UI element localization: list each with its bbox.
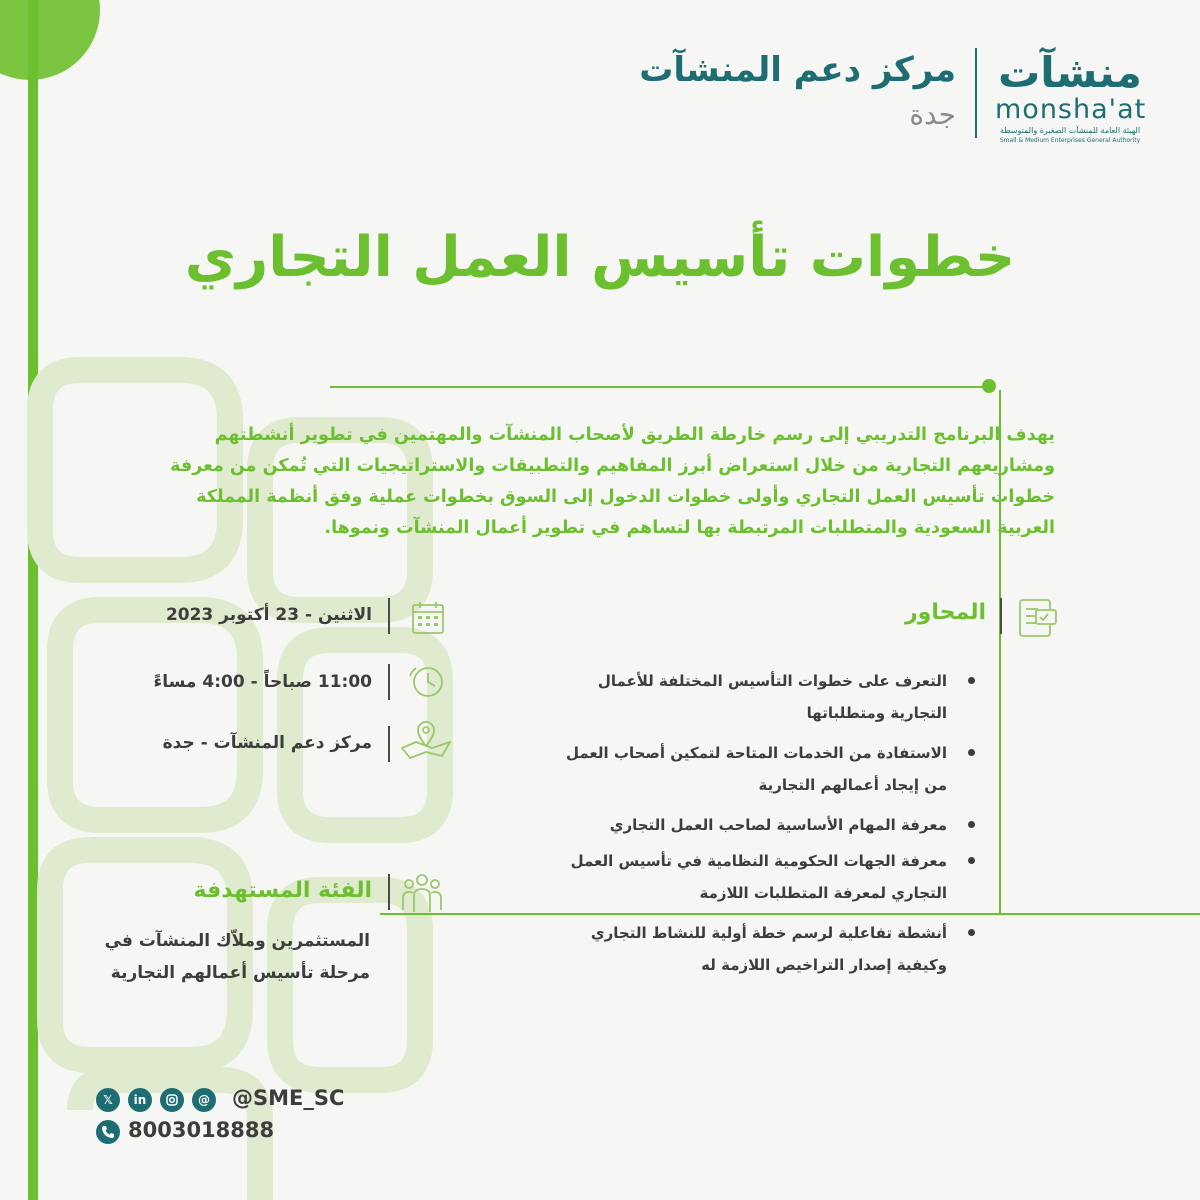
checklist-icon [1014, 596, 1060, 640]
location-divider [388, 726, 390, 762]
axes-title-divider [1000, 598, 1002, 634]
calendar-icon [408, 598, 448, 638]
clock-icon [406, 662, 446, 702]
list-item: معرفة المهام الأساسية لصاحب العمل التجاري [565, 809, 985, 841]
bullet-icon [968, 677, 975, 684]
audience-title: الفئة المستهدفة [193, 878, 372, 903]
list-item: معرفة الجهات الحكومية النظامية في تأسيس العمل التجاري لمعرفة المتطلبات اللازمة [565, 845, 985, 909]
group-people-icon [398, 872, 446, 916]
bullet-icon [968, 821, 975, 828]
logo-subtitle-arabic: الهيئة العامة للمنشآت الصغيرة والمتوسطة [999, 126, 1141, 135]
logo-english: monsha'at [995, 94, 1147, 125]
list-item: الاستفادة من الخدمات المتاحة لتمكين أصحاب العمل من إيجاد أعمالهم التجارية [565, 737, 985, 801]
instagram-glyph [160, 1088, 184, 1112]
audience-description: المستثمرين وملاّك المنشآت في مرحلة تأسيس أعمالهم التجارية [104, 931, 370, 983]
threads-icon[interactable]: @ [192, 1088, 216, 1112]
page-title: خطوات تأسيس العمل التجاري [184, 225, 1016, 290]
bullet-icon [968, 749, 975, 756]
event-location: مركز دعم المنشآت - جدة [162, 733, 372, 753]
event-date: الاثنين - 23 أكتوبر 2023 [165, 605, 372, 625]
date-divider [388, 598, 390, 634]
axes-list [565, 665, 985, 981]
list-item: التعرف على خطوات التأسيس المختلفة للأعمال التجارية ومتطلباتها [565, 665, 985, 729]
center-name: مركز دعم المنشآت [639, 50, 956, 90]
time-divider [388, 664, 390, 700]
frame-dot [982, 379, 996, 393]
center-city: جدة [909, 98, 956, 131]
phone-number[interactable]: 8003018888 [128, 1118, 275, 1142]
linkedin-icon[interactable]: in [128, 1088, 152, 1112]
program-description: يهدف البرنامج التدريبي إلى رسم خارطة الطريق لأصحاب المنشآت والمهتمين في تطوير أنشطتهم ومشاريعهم التجارية من خلال استعراض أبرز المفاهيم والتطبيقات والاستراتيجيات التي تُمكن من معرفة خطوات تأسيس العمل التجاري وأولى خطوات الدخول إلى السوق بخطوات عملية وفق أنظمة المملكة العربية السعودية والمتطلبات المرتبطة بها لتساهم في تطوير أعمال المنشآت ونموها. [170, 425, 1055, 538]
x-icon[interactable]: 𝕏 [96, 1088, 120, 1112]
logo-subtitle-english: Small & Medium Enterprises General Authority [999, 137, 1141, 144]
list-item: أنشطة تفاعلية لرسم خطة أولية للنشاط التجاري وكيفية إصدار التراخيص اللازمة له [565, 917, 985, 981]
phone-icon [96, 1120, 120, 1144]
bullet-icon [968, 857, 975, 864]
header-divider [975, 48, 977, 138]
decorative-corner-blob [0, 0, 100, 80]
monshaat-logo [995, 48, 1145, 148]
instagram-icon[interactable] [160, 1088, 184, 1112]
phone-glyph [96, 1120, 120, 1144]
audience-title-divider [388, 874, 390, 910]
event-time: 11:00 صباحاً - 4:00 مساءً [153, 672, 372, 692]
map-pin-icon [398, 718, 454, 760]
axes-title: المحاور [904, 600, 986, 625]
logo-arabic: منشآت [998, 48, 1142, 97]
frame-line-top [330, 386, 990, 388]
social-handle[interactable]: @SME_SC [232, 1086, 345, 1110]
frame-line-right-lower [998, 790, 1002, 915]
bullet-icon [968, 929, 975, 936]
